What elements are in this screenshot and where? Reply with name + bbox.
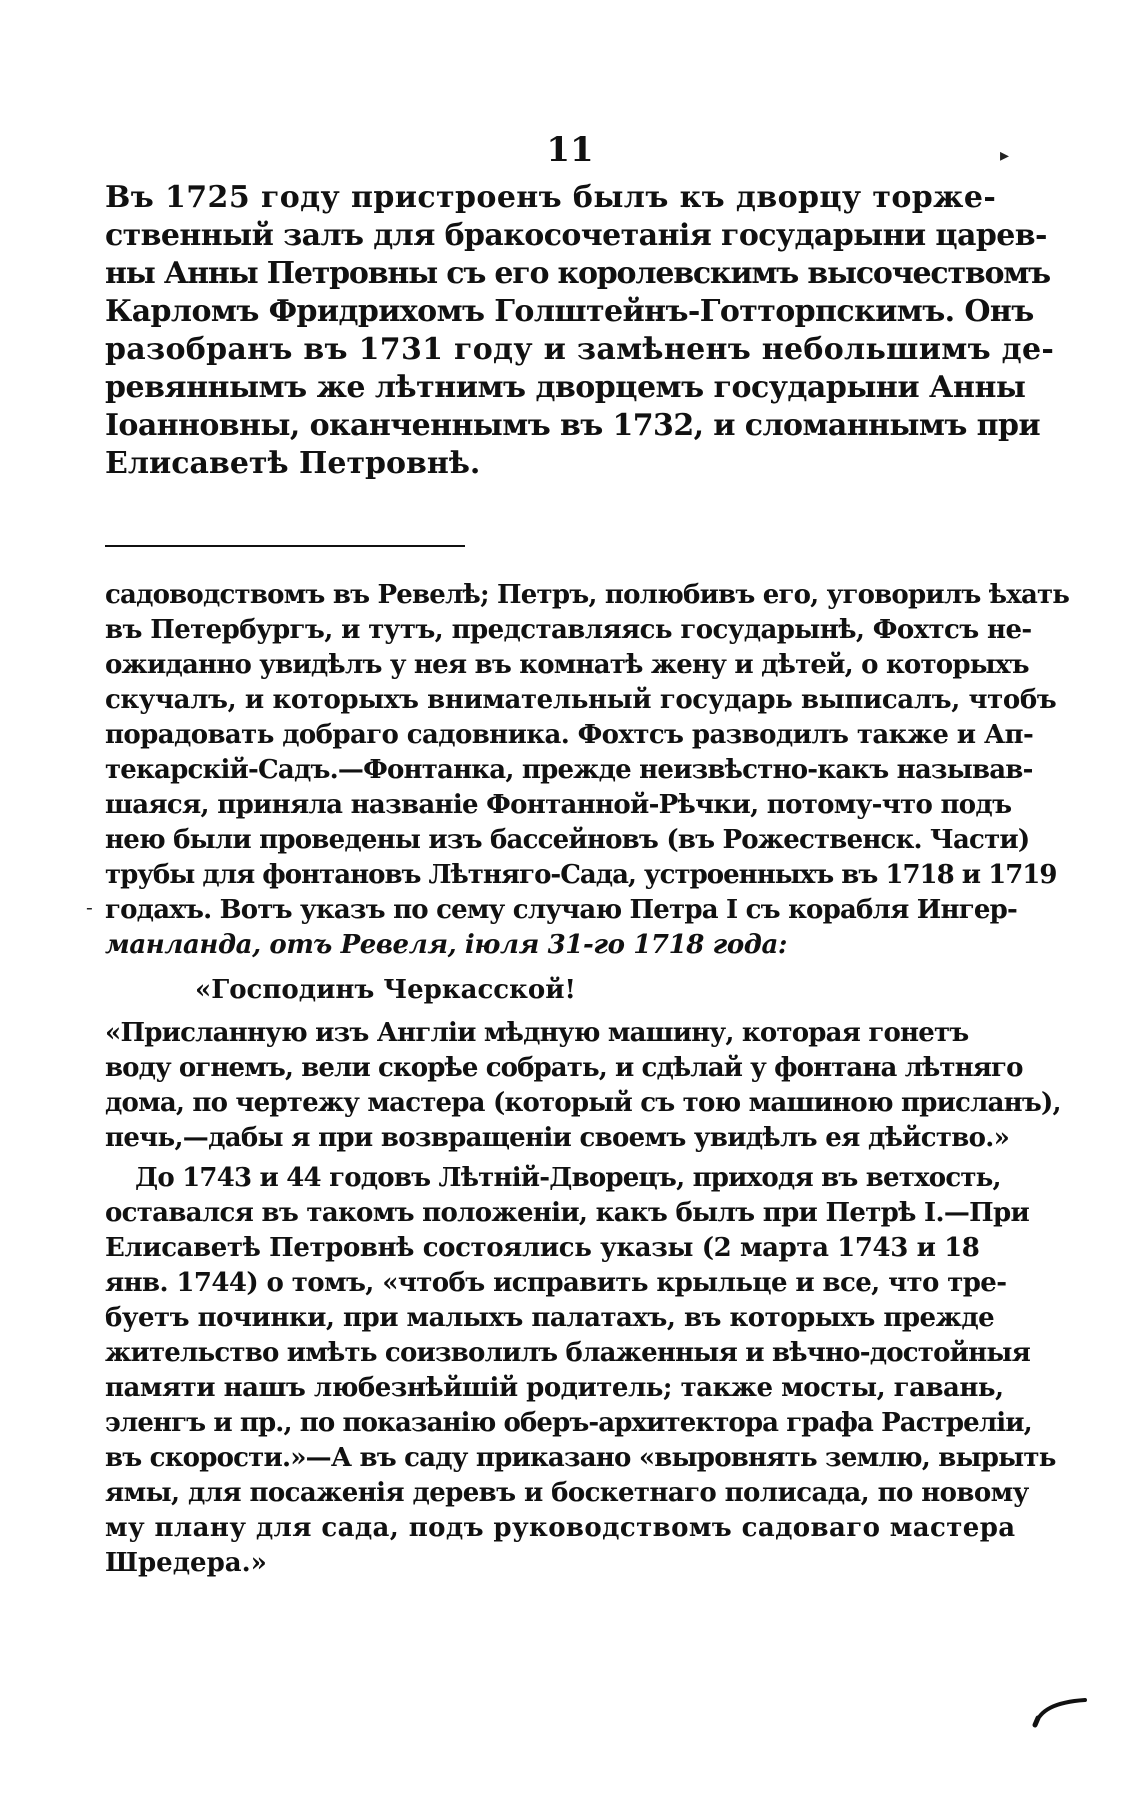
closing-line: буетъ починки, при малыхъ палатахъ, въ которыхъ прежде (105, 1303, 995, 1333)
margin-mark-top: ▸ (1000, 145, 1010, 166)
page-number: 11 (546, 130, 594, 170)
margin-mark-left: - (86, 895, 93, 919)
closing-line: эленгъ и пр., по показанію оберъ-архитектора графа Растреліи, (105, 1408, 1032, 1438)
closing-line: му плану для сада, подъ руководствомъ садоваго мастера (105, 1513, 1016, 1543)
closing-line: Елисаветѣ Петровнѣ состоялись указы (2 марта 1743 и 18 (105, 1233, 980, 1263)
letter-line: дома, по чертежу мастера (который съ тою машиною присланъ), (105, 1088, 1061, 1118)
corner-pen-mark (1030, 1690, 1100, 1730)
closing-line: янв. 1744) о томъ, «чтобъ исправить крыльце и все, что тре- (105, 1268, 1007, 1298)
footnote-line: въ Петербургъ, и тутъ, представляясь государынѣ, Фохтсъ не- (105, 615, 1032, 645)
footnote-line: трубы для фонтановъ Лѣтняго-Сада, устроенныхъ въ 1718 и 1719 (105, 860, 1057, 890)
closing-line: памяти нашъ любезнѣйшій родитель; также мосты, гавань, (105, 1373, 1004, 1403)
footnote-line: манланда, отъ Ревеля, іюля 31-го 1718 года: (105, 930, 788, 960)
footnote-line: ожиданно увидѣлъ у нея въ комнатѣ жену и дѣтей, о которыхъ (105, 650, 1029, 680)
closing-line: Шредера.» (105, 1548, 267, 1578)
main-line: Въ 1725 году пристроенъ былъ къ дворцу торже- (105, 180, 997, 215)
letter-line: воду огнемъ, вели скорѣе собрать, и сдѣлай у фонтана лѣтняго (105, 1053, 1023, 1083)
footnote-line: порадовать добраго садовника. Фохтсъ разводилъ также и Ап- (105, 720, 1034, 750)
letter-salutation: «Господинъ Черкасской! (195, 975, 576, 1005)
closing-line: ямы, для посаженія деревъ и боскетнаго полисада, по новому (105, 1478, 1029, 1508)
main-line: ны Анны Петровны съ его королевскимъ высочествомъ (105, 256, 1050, 291)
main-line: Карломъ Фридрихомъ Голштейнъ-Готторпскимъ. Онъ (105, 294, 1034, 329)
letter-line: печь,—дабы я при возвращеніи своемъ увидѣлъ ея дѣйство.» (105, 1123, 1010, 1153)
main-line: ственный залъ для бракосочетанія государыни царев- (105, 218, 1047, 253)
closing-line: До 1743 и 44 годовъ Лѣтній-Дворецъ, приходя въ ветхость, (135, 1163, 1001, 1193)
letter-line: «Присланную изъ Англіи мѣдную машину, которая гонетъ (105, 1018, 969, 1048)
closing-line: въ скорости.»—А въ саду приказано «выровнять землю, вырыть (105, 1443, 1056, 1473)
main-line: Елисаветѣ Петровнѣ. (105, 446, 481, 481)
closing-line: оставался въ такомъ положеніи, какъ былъ при Петрѣ I.—При (105, 1198, 1030, 1228)
main-line: ревяннымъ же лѣтнимъ дворцемъ государыни Анны (105, 370, 1026, 405)
main-line: Іоанновны, оканченнымъ въ 1732, и сломаннымъ при (105, 408, 1040, 443)
footnote-line: нею были проведены изъ бассейновъ (въ Рожественск. Части) (105, 825, 1030, 855)
footnote-line: скучалъ, и которыхъ внимательный государь выписалъ, чтобъ (105, 685, 1057, 715)
footnote-separator (105, 545, 465, 547)
closing-line: жительство имѣть соизволилъ блаженныя и вѣчно-достойныя (105, 1338, 1031, 1368)
footnote-line: текарскій-Садъ.—Фонтанка, прежде неизвѣстно-какъ называв- (105, 755, 1033, 785)
footnote-line: садоводствомъ въ Ревелѣ; Петръ, полюбивъ его, уговорилъ ѣхать (105, 580, 1070, 610)
main-line: разобранъ въ 1731 году и замѣненъ небольшимъ де- (105, 332, 1055, 367)
footnote-line: шаяся, приняла названіе Фонтанной-Рѣчки, потому-что подъ (105, 790, 1012, 820)
footnote-line: годахъ. Вотъ указъ по сему случаю Петра I съ корабля Ингер- (105, 895, 1017, 925)
